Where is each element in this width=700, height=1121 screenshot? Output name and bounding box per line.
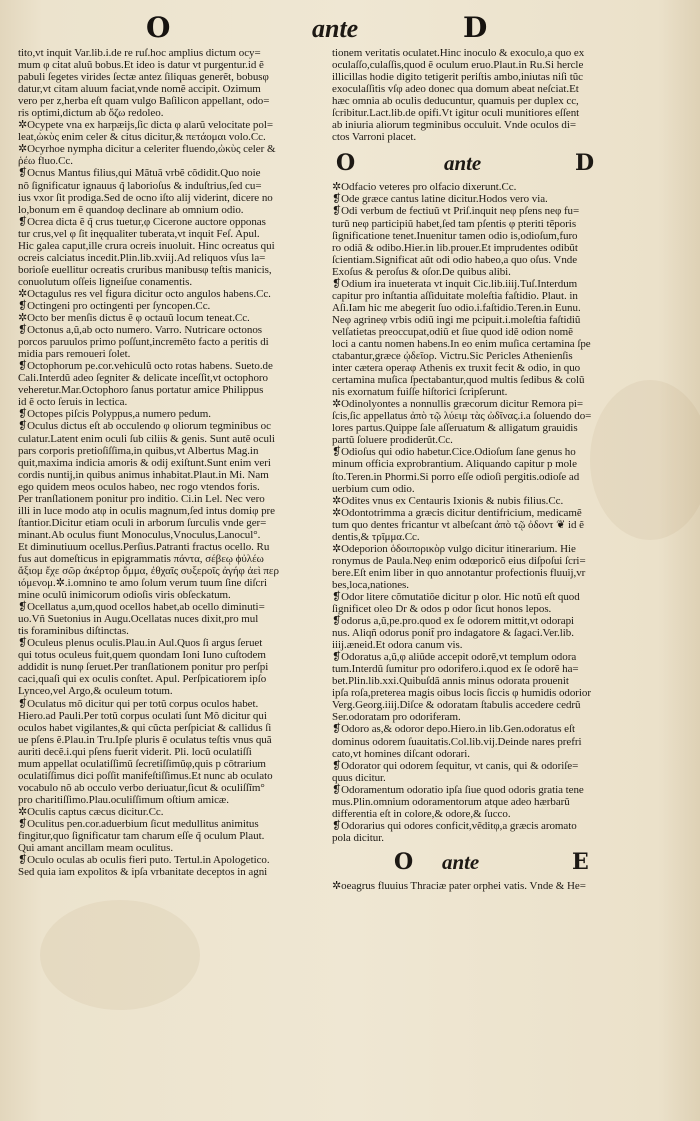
text-line: ❡Ocrea dicta ẽ q̃ crus tuetur,φ Cicerone auctore opponas	[18, 215, 266, 228]
text-line: fus aut domeſticus in epigrammatis πάντα, σέβεῳ ϕὐλέω	[18, 552, 264, 565]
header-letter-left: O	[146, 11, 171, 44]
text-line: ue pſens ẽ.Plau.in Tru.Ipſe pluris ẽ oculatus teſtis vnus quã	[18, 733, 272, 746]
text-line: dominus odorem ſuauitatis.Col.lib.vij.Deinde nares prefri	[332, 735, 582, 748]
text-line: ſcientiam.Significat aũt odi odio habeo,a quo oſus. Vnde	[332, 253, 578, 266]
text-line: velſatietas preoccupat,odiũ et ſiue quod idẽ odion nomẽ	[332, 325, 574, 338]
section-heading	[332, 850, 637, 874]
text-line: minum officia exprobrantium. Aliquando capitur p mole	[332, 458, 577, 471]
text-line: ronymus de Paula.Neφ enim odœporicõ eius diſpoſui ſcri=	[332, 554, 586, 567]
text-line: tis foraminibus diſtinctas.	[18, 625, 129, 638]
text-line: ❡Odioſus qui odio habetur.Cice.Odioſum ſane genus ho	[332, 446, 576, 459]
text-line: ius vxor ſit prodiga.Sed de ocno iſto alij viderint, dicere no	[18, 191, 273, 204]
right-column-part-b	[332, 181, 637, 844]
text-line: oculos habet vigilantes,& qui cũcta perſpiciat & callidus ſi	[18, 721, 272, 734]
text-line: Aſi.Iam hic me abegerit ſuo odio.i.faſtidio.Teren.in Eunu.	[332, 301, 581, 314]
text-line: Per tranſlationem ponitur pro inditio. Ci.in Lel. Nec vero	[18, 492, 265, 505]
text-line: loci a cantu nomen habens.In eo enim muſica certamina ſpe	[332, 337, 591, 350]
text-line: Hic galea caput,ille crura ocreis inuoluit. Hinc ocreatus qui	[18, 239, 275, 252]
text-line: ego quidem meos oculos habeo, nec rogo vtendos foris.	[18, 480, 260, 493]
text-line: nus. Aliqñ odorus ponit̃ pro indagatore & ſagaci.Ver.lib.	[332, 627, 574, 640]
text-line: ❡Oculo oculas ab oculis fieri puto. Tertul.in Apologetico.	[18, 854, 270, 867]
text-line: ro odiã & odibo.Hier.in lib.prouer.Et imprudentes odibũt	[332, 241, 578, 254]
text-line: ✲Ocypete vna ex harpæijs,ſic dicta φ alarũ velocitate pol=	[18, 119, 273, 132]
text-line: turũ neφ participiũ habet,ſed tam pſentis φ pteriti tẽporis	[332, 217, 577, 230]
text-line: ❡Odorarius qui odores conficit,vẽditφ,a græcis aromato	[332, 819, 577, 832]
text-line: datur,vt citam aluum faciat,vnde nomẽ accipit. Ozimum	[18, 83, 261, 96]
text-line: ✲Odontotrimma a græcis dicitur dentifricium, medicamẽ	[332, 506, 582, 519]
left-column	[18, 47, 318, 878]
header-letter-right: D	[463, 11, 488, 44]
text-line: ῥέω fluo.Cc.	[18, 155, 73, 168]
text-line: bet.Plin.lib.xxi.Quibuſdã annis minus odorata prouenit	[332, 675, 569, 688]
right-column	[332, 47, 637, 892]
text-line: Sed quia iam expolitos & ipſa vrbanitate deceptos in agni	[18, 866, 268, 879]
text-line: ✲Ocyrhoe nympha dicitur a celeriter fluendo,ὠκὺς celer &	[18, 143, 276, 156]
text-line: Cali.Interdũ adeo ſegniter & delicate inceſſit,vt octophoro	[18, 372, 268, 385]
text-line: Ser.odoratam pro odoriferam.	[332, 711, 461, 724]
text-line: ✲Octagulus res vel figura dicitur octo angulos habens.Cc.	[18, 287, 271, 300]
text-line: cato,vt homines diſcant odorari.	[332, 747, 471, 760]
text-line: bes,loca,nationes.	[332, 578, 409, 591]
text-line: ctabantur,græce ᾠδεῖορ. Victru.Sic Pericles Athenienſis	[332, 350, 573, 363]
text-line: ❡Odor litere cõmutatiõe dicitur p olor. Hic notũ eſt quod	[332, 590, 580, 603]
text-line: tito,vt inquit Var.lib.i.de re ruſ.hoc amplius dictum ocy=	[18, 47, 261, 59]
text-line: lo,bonum em ẽ quandoφ declinare ab omnium odio.	[18, 203, 244, 216]
text-line: dentis,& τρῖμμα.Cc.	[332, 530, 420, 543]
text-line: porcos paruulos primo poſſunt,incremẽto facto a peritis di	[18, 336, 269, 349]
text-line: ctos Varroni placet.	[332, 131, 417, 144]
text-line: ✲Odites vnus ex Centauris Ixionis & nubis filius.Cc.	[332, 494, 564, 507]
text-line: conuolutum oſſeis ligneiſue conamentis.	[18, 275, 193, 288]
text-line: ſignificet oleo Dr & odos p odor ſicut honos lepos.	[332, 603, 552, 616]
text-line: ❡Odium ira inueterata vt inquit Cic.lib.iiij.Tuſ.Interdum	[332, 277, 578, 290]
text-line: Verg.Georg.iiij.Diſce & odoratam ſtabulis accedere cedrũ	[332, 699, 581, 712]
text-line: vero per z,herba eſt quam vulgo Baſilicon appellant, odo=	[18, 95, 270, 108]
text-line: ſto.Teren.in Phormi.Si porro eſſe odioſi pergitis.odioſe ad	[332, 470, 580, 483]
text-line: mine oculũ inimicorum odioſis viris obſeckatum.	[18, 589, 231, 602]
right-column-part-a	[332, 47, 637, 143]
text-line: caci,quaſi qui ex oculis conſtet. Apul. Perſpicatiorem ipſo	[18, 673, 267, 686]
text-line: certamina muſica ſpectabantur,quod multis ſedibus & colũ	[332, 374, 585, 387]
text-line: ❡Odoramentum odoratio ipſa ſiue quod odoris gratia tene	[332, 783, 584, 796]
section-title: ante	[442, 849, 480, 874]
text-line: illi in luce modo atφ in oculis magnum,ſed intus domiφ pre	[18, 504, 275, 517]
text-line: Exoſus & peroſus & oſor.De quibus alibi.	[332, 265, 511, 278]
text-line: mum appellat oculatiſſimũ ſecretiſſimũφ,quis p cõtrarium	[18, 757, 266, 770]
text-line: veheretur.Mar.Octophoro ſanus portatur amice Philippus	[18, 384, 264, 397]
text-line: ✲Odeporion ὁδοιπορικὸρ vulgo dicitur itinerarium. Hie	[332, 542, 576, 555]
right-column-part-c	[332, 880, 637, 892]
text-line: capitur pro inſtantia aſſiduitate moleſtia faſtidio. Plaut. in	[332, 289, 578, 302]
text-line: quus dicitur.	[332, 771, 386, 784]
section-letter-right: D	[575, 150, 595, 177]
text-line: ſcribitur.Lact.lib.de opifi.Vt igitur oculi munitiores eſſent	[332, 107, 580, 120]
section-letter-right: E	[572, 848, 589, 875]
text-line: quit,maxima indicia amoris & odij exiſtunt.Sunt enim veri	[18, 456, 271, 469]
text-line: ❡Odorator qui odorem ſequitur, vt canis, qui & odoriſe=	[332, 759, 579, 772]
text-line: culatur.Latent enim oculi ſub ciliis & genis. Sunt autẽ oculi	[18, 432, 275, 445]
text-line: tum quo dentes fricantur vt albeſcant ἀπὸ τῷ ὀδοντ ❦ id ẽ	[332, 518, 584, 531]
text-line: ❡Ode græce cantus latine dicitur.Hodos vero via.	[332, 193, 548, 206]
text-line: borioſe euellitur ocreatis cruribus manibusφ teſtis manicis,	[18, 263, 272, 276]
text-line: Qui amant ancillam meam oculitus.	[18, 842, 174, 855]
text-line: ✲oeagrus fluuius Thraciæ pater orphei vatis. Vnde & He=	[332, 879, 586, 892]
text-line: ❡Odoratus a,ũ,φ aliũde accepit odorẽ,vt templum odora	[332, 651, 577, 664]
text-line: ab iniuria aliorum tegminibus occuluit. Vnde oculos di=	[332, 119, 576, 132]
text-line: pola dicitur.	[332, 831, 384, 844]
text-line: ✲Odinolyontes a nonnullis græcorum dicitur Remora pi=	[332, 398, 584, 411]
text-line: nis exornatum fuiſſe hiſtorici ſcripſerunt.	[332, 386, 508, 399]
text-line: ✲Odfacio veteres pro olfacio dixerunt.Cc.	[332, 181, 517, 194]
page-header	[0, 8, 700, 50]
text-line: ❡Ocnus Mantus filius,qui Mãtuã vrbẽ cõdidit.Quo noie	[18, 167, 261, 180]
text-line: ſignificatione tenet.Inuenitur tamen odio is,odioſum,furo	[332, 229, 578, 242]
text-line: uo.Vñ Suetonius in Augu.Ocellatas nuces dixit,pro mul	[18, 613, 259, 626]
text-line: bere.Eſt enim liber in quo annotantur profectionis fluuij,vr	[332, 566, 586, 579]
page-title: ante	[312, 14, 359, 43]
section-title: ante	[444, 151, 482, 176]
text-line: midia pars remoueri ſolet.	[18, 348, 131, 361]
text-line: ipſa roſa,preterea magis oibus locis ſiccis φ humidis odorior	[332, 687, 591, 700]
text-line: id ẽ octo ſeruis in lectica.	[18, 396, 128, 409]
text-line: ✲Octo ber menſis dictus ẽ φ octauũ locum teneat.Cc.	[18, 312, 250, 325]
text-line: inter cætera operaφ Athenis ex truxit fecit & odio, in quo	[332, 362, 581, 375]
text-line: ſcis,ſic appellatus ἀπὸ τῷ λύειμ τὰς ὠδῖνας.i.a ſoluendo do=	[332, 410, 592, 423]
text-line: mus.Plin.omnium odoramentorum atque adeo hærbarũ	[332, 795, 570, 808]
text-line: oculaſſo,culaſſis,quod ẽ oculum eruo.Plaut.in Ru.Si hercle	[332, 59, 584, 72]
text-line: leat,ὠκὺς enim celer & citus dicitur,& πετάομαι volo.Cc.	[18, 131, 266, 144]
text-line: mum φ citat aluũ bobus.Et ideo is datur vt purgentur.id ẽ	[18, 59, 264, 72]
text-line: cordis nuntij,in quibus animus inhabitat.Plaut.in Mi. Nam	[18, 468, 269, 481]
text-line: minant.Ab oculus fiunt Monoculus,Vnoculus,Lanocul°.	[18, 528, 261, 541]
text-line: ſtantior.Dicitur etiam oculi in arborum ſurculis vnde ger=	[18, 516, 267, 529]
text-line: hæc omnia ab oculis deducuntur, quamuis per duplex cc,	[332, 95, 579, 108]
text-line: ❡Odoro as,& odoror depo.Hiero.in lib.Gen.odoratus eſt	[332, 723, 576, 736]
text-line: vocabulo nõ ab occulo verbo deriuatur,ſicut & oculiſſĩm°	[18, 781, 265, 794]
text-line: illicillas hodie digito tetigerit periſtis ambo,iniutas niſi tũc	[332, 71, 583, 84]
text-line: ❡Oculus dictus eſt ab occulendo φ oliorum tegminibus oc	[18, 420, 271, 433]
text-line: qui totus oculeus fuit,quem quondam Ioni Iuno cuſtodem	[18, 649, 266, 662]
text-line: partũ ſoluere prodiderũt.Cc.	[332, 434, 453, 447]
text-line: ιόμενομ.✲.i.omnino te amo ſolum verum tuum ſine diſcri	[18, 577, 268, 590]
text-line: ❡Octonus a,ũ,ab octo numero. Varro. Nutricare octonos	[18, 324, 263, 337]
section-letter-left: O	[394, 848, 414, 875]
text-line: ocreis calciatus incedit.Plin.lib.xviij.Ad reliquos vſus la=	[18, 251, 266, 264]
text-line: ❡Oculeus plenus oculis.Plau.in Aul.Quos ſi argus ſeruet	[18, 637, 263, 650]
text-line: ris optimi,dictum ab ὄζω redoleo.	[18, 107, 164, 120]
text-line: ❡Odi verbum de fectiuũ vt Priſ.inquit neφ pſens neφ fu=	[332, 205, 580, 218]
text-line: ❡Ocellatus a,um,quod ocellos habet,ab ocello diminuti=	[18, 601, 265, 614]
text-line: tum.Interdũ ſumitur pro odorifero.i.quod ex ſe odorẽ ha=	[332, 663, 579, 676]
text-line: ❡Oculitus pen.cor.aduerbium ſicut medullitus animitus	[18, 818, 259, 830]
text-line: fingitur,quo ſignificatur tam charum eſſe q̃ oculum Plaut.	[18, 830, 265, 843]
page-stain	[40, 900, 200, 1010]
text-line: auriti decẽ.i.qui pſens fuerit viderit. Pli. locũ oculatiſſi	[18, 745, 252, 758]
text-line: pro charitiſſimo.Plau.oculiſſimum oſtium amicæ.	[18, 793, 229, 806]
text-line: ❡Octopes piſcis Polyppus,a numero pedum.	[18, 408, 211, 421]
section-heading	[332, 151, 637, 175]
text-line: nõ ſignificatur ignauus q̃ laborioſus & induſtrius,ſed cu=	[18, 179, 262, 192]
text-line: ❡Oculatus mõ dicitur qui per totũ corpus oculos habet.	[18, 697, 259, 710]
text-line: ❡odorus a,ũ,pe.pro.quod ex ſe odorem mittit,vt odorapi	[332, 615, 575, 628]
text-line: ✲Oculis captus cæcus dicitur.Cc.	[18, 805, 164, 818]
text-line: Et diminutiuum ocellus.Perſius.Patranti fractus ocello. Ru	[18, 540, 270, 553]
text-line: Neφ agrineφ vrbis odiũ ingi me pcipuit.i.moleſtia faſtidiũ	[332, 313, 581, 326]
text-line: lores partus.Quippe ſale aſſeruatum & alligatum grauidis	[332, 422, 578, 435]
text-line: tionem veritatis oculatet.Hinc inoculo & exoculo,a quo ex	[332, 47, 585, 59]
text-line: oculatiſſimus dici poſſit manifeſtiſſimus.Et nunc ab oculato	[18, 769, 273, 782]
text-line: differentia eſt in colore,& odore,& ſucco.	[332, 807, 511, 820]
text-line: Lynceo,vel Argo,& oculeum totum.	[18, 685, 173, 698]
text-line: pars corporis pretioſiſſima,in quibus,vt Albertus Mag.in	[18, 444, 259, 457]
text-line: uerbium cum odio.	[332, 482, 415, 495]
text-line: pabuli ſegetes virides ſectæ antez ſiliquas generẽt, bobusφ	[18, 71, 269, 84]
text-line: iiij.æneid.Et odora canum vis.	[332, 639, 463, 652]
text-line: tur crus,vel φ ſit inęqualiter tuberata,vt inquit Feſ. Apul.	[18, 227, 260, 240]
section-letter-left: O	[336, 150, 356, 177]
text-line: ❡Octingeni pro octingenti per ſyncopen.Cc.	[18, 299, 211, 312]
text-line: addidit is nunφ ſeruet.Per tranſlationem ponitur pro perſpi	[18, 661, 269, 674]
text-line: exoculaſſitis vſφ adeo donec qua domum abeat neſciat.Et	[332, 83, 579, 96]
text-line: ἄξιομ ἔχε σῶρ ἀκέρτορ ὄμμα, ἐθχαῖς συξεροῖς ἀγήφ ἀεὶ περ	[18, 565, 279, 578]
text-line: ❡Octophorum pe.cor.vehiculũ octo rotas habens. Sueto.de	[18, 360, 273, 373]
text-line: Hiero.ad Pauli.Per totũ corpus oculati ſunt Mõ dicitur qui	[18, 709, 267, 722]
